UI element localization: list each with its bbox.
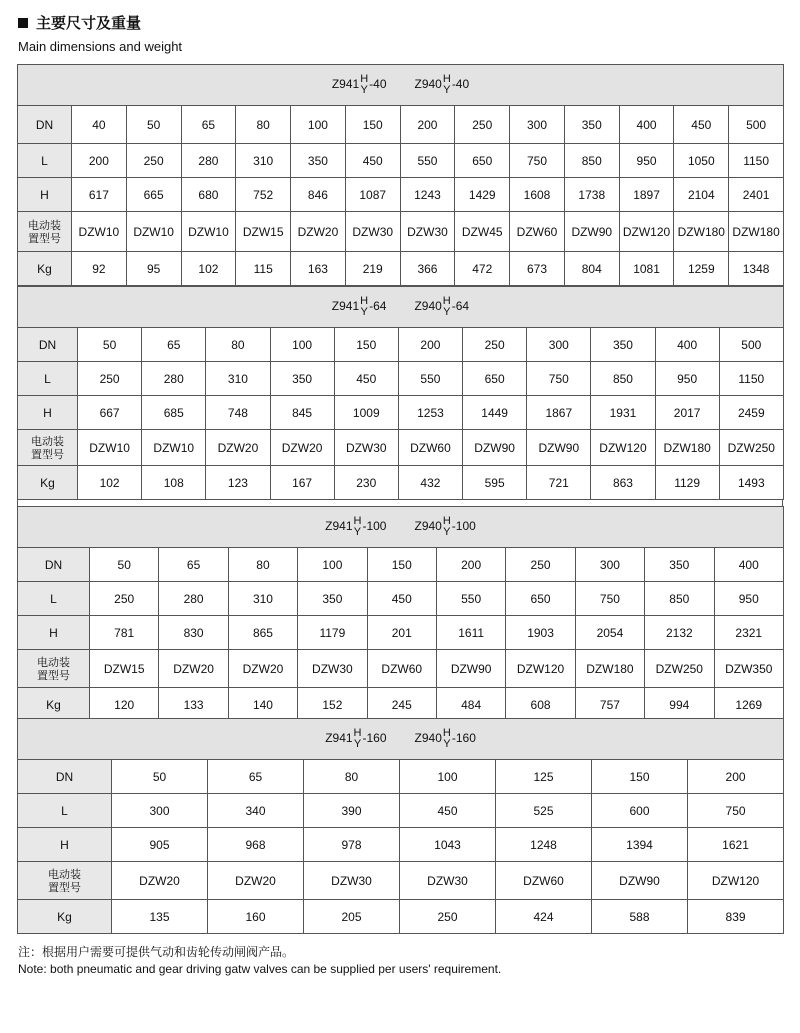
table-cell: 250 xyxy=(506,548,575,582)
model-designation: Z940 H Y -100 xyxy=(414,515,476,538)
table-cell: 245 xyxy=(367,688,436,722)
table-cell: 550 xyxy=(400,144,455,178)
table-cell: 978 xyxy=(304,828,400,862)
table-row-h xyxy=(18,616,784,650)
table-cell: DZW30 xyxy=(345,212,400,252)
table-cell: 140 xyxy=(228,688,297,722)
table-cell: 865 xyxy=(228,616,297,650)
table-cell: 400 xyxy=(714,548,783,582)
table-cell: DZW10 xyxy=(126,212,181,252)
table-cell: 80 xyxy=(304,760,400,794)
table-row-actuator xyxy=(18,430,784,466)
table-cell: 163 xyxy=(291,252,346,286)
table-cell: 300 xyxy=(527,328,591,362)
table-cell: 102 xyxy=(78,466,142,500)
dimension-table-4 xyxy=(17,718,784,934)
table-row-l xyxy=(18,144,784,178)
table-cell: 450 xyxy=(367,582,436,616)
table-cell: 250 xyxy=(78,362,142,396)
table-cell: 100 xyxy=(291,106,346,144)
row-label: DN xyxy=(18,760,112,794)
table-cell: 205 xyxy=(304,900,400,934)
table-cell: DZW20 xyxy=(228,650,297,688)
table-cell: 350 xyxy=(291,144,346,178)
table-cell: DZW90 xyxy=(436,650,505,688)
table-cell: 300 xyxy=(112,794,208,828)
table-cell: DZW30 xyxy=(298,650,367,688)
table-cell: 600 xyxy=(592,794,688,828)
table-cell: 617 xyxy=(72,178,127,212)
table-cell: DZW250 xyxy=(719,430,783,466)
model-designation: Z940 H Y -160 xyxy=(414,727,476,750)
table-cell: 750 xyxy=(688,794,784,828)
table-cell: 152 xyxy=(298,688,367,722)
table-cell: 160 xyxy=(208,900,304,934)
table-row-h xyxy=(18,396,784,430)
table-cell: 133 xyxy=(159,688,228,722)
table-cell: 200 xyxy=(72,144,127,178)
table-row-kg xyxy=(18,466,784,500)
table-cell: 310 xyxy=(228,582,297,616)
model-designation: Z940 H Y -64 xyxy=(414,295,470,318)
model-cell xyxy=(18,507,784,548)
table-cell: 135 xyxy=(112,900,208,934)
row-label: Kg xyxy=(18,688,90,722)
table-cell: 673 xyxy=(510,252,565,286)
table-cell: 250 xyxy=(455,106,510,144)
table-cell: DZW30 xyxy=(400,212,455,252)
table-cell: 1621 xyxy=(688,828,784,862)
table-cell: 550 xyxy=(398,362,462,396)
table-cell: 340 xyxy=(208,794,304,828)
table-cell: 752 xyxy=(236,178,291,212)
table-cell: 1348 xyxy=(729,252,784,286)
table-cell: DZW45 xyxy=(455,212,510,252)
table-cell: 100 xyxy=(400,760,496,794)
table-cell: 100 xyxy=(298,548,367,582)
table-row-kg xyxy=(18,900,784,934)
table-cell: 120 xyxy=(90,688,159,722)
table-row-kg xyxy=(18,252,784,286)
table-cell: 167 xyxy=(270,466,334,500)
table-cell: 850 xyxy=(645,582,714,616)
table-cell: 350 xyxy=(645,548,714,582)
table-cell: 300 xyxy=(575,548,644,582)
table-cell: 450 xyxy=(345,144,400,178)
table-cell: 750 xyxy=(510,144,565,178)
table-cell: 2401 xyxy=(729,178,784,212)
table-cell: 1150 xyxy=(729,144,784,178)
table-cell: 102 xyxy=(181,252,236,286)
table-cell: DZW60 xyxy=(398,430,462,466)
table-cell: 1043 xyxy=(400,828,496,862)
table-cell: 2054 xyxy=(575,616,644,650)
table-cell: 680 xyxy=(181,178,236,212)
table-cell: DZW60 xyxy=(510,212,565,252)
table-cell: 390 xyxy=(304,794,400,828)
table-cell: 968 xyxy=(208,828,304,862)
table-cell: DZW10 xyxy=(142,430,206,466)
table-cell: 310 xyxy=(236,144,291,178)
table-cell: 685 xyxy=(142,396,206,430)
model-designation: Z941 H Y -64 xyxy=(331,295,387,318)
table-cell: 50 xyxy=(112,760,208,794)
table-cell: 650 xyxy=(463,362,527,396)
table-cell: 65 xyxy=(159,548,228,582)
table-cell: 65 xyxy=(142,328,206,362)
table-cell: DZW20 xyxy=(206,430,270,466)
table-cell: 200 xyxy=(400,106,455,144)
table-title-row xyxy=(18,65,784,106)
table-row-kg xyxy=(18,688,784,722)
table-cell: 200 xyxy=(688,760,784,794)
table-cell: 250 xyxy=(463,328,527,362)
table-cell: 839 xyxy=(688,900,784,934)
table-row-l xyxy=(18,582,784,616)
table-cell: 1248 xyxy=(496,828,592,862)
table-cell: 525 xyxy=(496,794,592,828)
table-cell: 750 xyxy=(527,362,591,396)
row-label: Kg xyxy=(18,466,78,500)
table-cell: 1738 xyxy=(564,178,619,212)
table-cell: 830 xyxy=(159,616,228,650)
row-label: DN xyxy=(18,548,90,582)
table-cell: 781 xyxy=(90,616,159,650)
table-title-row xyxy=(18,507,784,548)
table-cell: 1867 xyxy=(527,396,591,430)
table-cell: 1179 xyxy=(298,616,367,650)
table-cell: 1253 xyxy=(398,396,462,430)
row-label: DN xyxy=(18,106,72,144)
table-cell: 350 xyxy=(564,106,619,144)
footnote xyxy=(18,943,501,976)
table-cell: DZW20 xyxy=(270,430,334,466)
table-cell: 80 xyxy=(236,106,291,144)
table-row-h xyxy=(18,178,784,212)
table-cell: 750 xyxy=(575,582,644,616)
table-cell: 2017 xyxy=(655,396,719,430)
table-cell: 65 xyxy=(181,106,236,144)
table-row-dn xyxy=(18,548,784,582)
table-row-dn xyxy=(18,328,784,362)
table-cell: 280 xyxy=(159,582,228,616)
table-cell: DZW180 xyxy=(674,212,729,252)
model-designation: Z941 H Y -100 xyxy=(325,515,387,538)
table-cell: 665 xyxy=(126,178,181,212)
row-label: 电动装 置型号 xyxy=(18,862,112,900)
table-cell: 2104 xyxy=(674,178,729,212)
table-row-actuator xyxy=(18,650,784,688)
row-label: L xyxy=(18,794,112,828)
table-cell: 1449 xyxy=(463,396,527,430)
table-cell: 310 xyxy=(206,362,270,396)
table-cell: 201 xyxy=(367,616,436,650)
table-cell: 950 xyxy=(714,582,783,616)
table-cell: 1493 xyxy=(719,466,783,500)
row-label: Kg xyxy=(18,252,72,286)
table-cell: 350 xyxy=(591,328,655,362)
table-cell: 115 xyxy=(236,252,291,286)
table-cell: DZW120 xyxy=(619,212,674,252)
table-cell: DZW20 xyxy=(208,862,304,900)
table-cell: 1129 xyxy=(655,466,719,500)
row-label: L xyxy=(18,582,90,616)
table-cell: 1897 xyxy=(619,178,674,212)
model-designation: Z940 H Y -40 xyxy=(414,73,470,96)
table-title-row xyxy=(18,719,784,760)
table-cell: 50 xyxy=(90,548,159,582)
table-cell: 2132 xyxy=(645,616,714,650)
table-cell: 150 xyxy=(345,106,400,144)
row-label: H xyxy=(18,396,78,430)
table-cell: 608 xyxy=(506,688,575,722)
table-cell: 366 xyxy=(400,252,455,286)
table-cell: 280 xyxy=(181,144,236,178)
table-cell: DZW90 xyxy=(592,862,688,900)
table-cell: DZW30 xyxy=(400,862,496,900)
table-cell: 994 xyxy=(645,688,714,722)
table-cell: 850 xyxy=(564,144,619,178)
table-cell: 595 xyxy=(463,466,527,500)
table-cell: 50 xyxy=(78,328,142,362)
table-cell: 65 xyxy=(208,760,304,794)
table-cell: 2459 xyxy=(719,396,783,430)
table-cell: 80 xyxy=(228,548,297,582)
bullet-square-icon xyxy=(18,18,28,28)
table-cell: 1269 xyxy=(714,688,783,722)
table-cell: 500 xyxy=(729,106,784,144)
table-cell: 200 xyxy=(436,548,505,582)
table-cell: DZW180 xyxy=(575,650,644,688)
table-cell: 400 xyxy=(655,328,719,362)
table-cell: DZW60 xyxy=(367,650,436,688)
table-cell: 748 xyxy=(206,396,270,430)
table-cell: DZW60 xyxy=(496,862,592,900)
table-cell: 92 xyxy=(72,252,127,286)
title-en: Main dimensions and weight xyxy=(18,39,183,54)
row-label: H xyxy=(18,828,112,862)
table-cell: 280 xyxy=(142,362,206,396)
table-cell: 1050 xyxy=(674,144,729,178)
table-cell: DZW90 xyxy=(564,212,619,252)
table-row-dn xyxy=(18,760,784,794)
model-cell xyxy=(18,719,784,760)
table-cell: 150 xyxy=(592,760,688,794)
table-cell: DZW30 xyxy=(334,430,398,466)
table-cell: 845 xyxy=(270,396,334,430)
table-cell: 1931 xyxy=(591,396,655,430)
row-label: 电动装 置型号 xyxy=(18,212,72,252)
table-cell: 905 xyxy=(112,828,208,862)
table-cell: DZW90 xyxy=(527,430,591,466)
table-row-l xyxy=(18,362,784,396)
row-label: H xyxy=(18,178,72,212)
model-cell xyxy=(18,287,784,328)
table-cell: 450 xyxy=(400,794,496,828)
table-cell: DZW180 xyxy=(729,212,784,252)
table-cell: 125 xyxy=(496,760,592,794)
table-cell: 850 xyxy=(591,362,655,396)
table-cell: 650 xyxy=(455,144,510,178)
table-cell: 432 xyxy=(398,466,462,500)
table-row-dn xyxy=(18,106,784,144)
table-cell: 950 xyxy=(619,144,674,178)
table-cell: 40 xyxy=(72,106,127,144)
table-cell: DZW120 xyxy=(506,650,575,688)
table-cell: 400 xyxy=(619,106,674,144)
table-cell: DZW350 xyxy=(714,650,783,688)
footnote-en: Note: both pneumatic and gear driving gatw valves can be supplied per users' requirement. xyxy=(18,962,502,976)
table-cell: 1903 xyxy=(506,616,575,650)
page-header xyxy=(18,12,182,54)
table-cell: 50 xyxy=(126,106,181,144)
table-cell: 863 xyxy=(591,466,655,500)
model-designation: Z941 H Y -40 xyxy=(331,73,387,96)
table-cell: DZW120 xyxy=(688,862,784,900)
table-cell: 484 xyxy=(436,688,505,722)
table-row-l xyxy=(18,794,784,828)
model-cell xyxy=(18,65,784,106)
table-cell: DZW30 xyxy=(304,862,400,900)
table-cell: 757 xyxy=(575,688,644,722)
table-cell: 1087 xyxy=(345,178,400,212)
row-label: 电动装 置型号 xyxy=(18,430,78,466)
model-designation: Z941 H Y -160 xyxy=(325,727,387,750)
table-cell: DZW120 xyxy=(591,430,655,466)
table-cell: 1429 xyxy=(455,178,510,212)
dimension-table-2 xyxy=(17,286,784,500)
table-cell: 1243 xyxy=(400,178,455,212)
row-label: H xyxy=(18,616,90,650)
row-label: L xyxy=(18,362,78,396)
table-cell: DZW10 xyxy=(72,212,127,252)
table-cell: 80 xyxy=(206,328,270,362)
table-cell: DZW20 xyxy=(159,650,228,688)
table-cell: DZW20 xyxy=(291,212,346,252)
table-row-h xyxy=(18,828,784,862)
footnote-cn: 注：根据用户需要可提供气动和齿轮传动闸阀产品。 xyxy=(18,945,295,959)
table-cell: 200 xyxy=(398,328,462,362)
table-cell: 219 xyxy=(345,252,400,286)
table-cell: 424 xyxy=(496,900,592,934)
table-row-actuator xyxy=(18,862,784,900)
table-cell: 721 xyxy=(527,466,591,500)
table-cell: 1081 xyxy=(619,252,674,286)
table-cell: 588 xyxy=(592,900,688,934)
dimension-table-3 xyxy=(17,506,784,722)
row-label: 电动装 置型号 xyxy=(18,650,90,688)
table-cell: 1611 xyxy=(436,616,505,650)
table-cell: 100 xyxy=(270,328,334,362)
row-label: Kg xyxy=(18,900,112,934)
table-cell: 2321 xyxy=(714,616,783,650)
table-cell: DZW180 xyxy=(655,430,719,466)
table-row-actuator xyxy=(18,212,784,252)
table-cell: 300 xyxy=(510,106,565,144)
table-cell: 1150 xyxy=(719,362,783,396)
table-cell: 250 xyxy=(126,144,181,178)
title-cn: 主要尺寸及重量 xyxy=(36,14,142,32)
table-cell: 230 xyxy=(334,466,398,500)
dimension-table-1 xyxy=(17,64,784,286)
table-cell: 123 xyxy=(206,466,270,500)
table-cell: 472 xyxy=(455,252,510,286)
table-cell: DZW15 xyxy=(90,650,159,688)
table-cell: 500 xyxy=(719,328,783,362)
table-cell: 150 xyxy=(334,328,398,362)
table-cell: 250 xyxy=(400,900,496,934)
table-cell: DZW20 xyxy=(112,862,208,900)
row-label: L xyxy=(18,144,72,178)
table-cell: DZW90 xyxy=(463,430,527,466)
row-label: DN xyxy=(18,328,78,362)
table-cell: 950 xyxy=(655,362,719,396)
table-cell: 450 xyxy=(674,106,729,144)
table-cell: 550 xyxy=(436,582,505,616)
table-cell: 1009 xyxy=(334,396,398,430)
table-cell: DZW250 xyxy=(645,650,714,688)
table-cell: 250 xyxy=(90,582,159,616)
table-cell: 450 xyxy=(334,362,398,396)
table-cell: 95 xyxy=(126,252,181,286)
table-cell: 350 xyxy=(298,582,367,616)
table-cell: 150 xyxy=(367,548,436,582)
table-cell: 1259 xyxy=(674,252,729,286)
table-cell: 1394 xyxy=(592,828,688,862)
table-cell: DZW15 xyxy=(236,212,291,252)
table-cell: 350 xyxy=(270,362,334,396)
table-cell: 667 xyxy=(78,396,142,430)
table-title-row xyxy=(18,287,784,328)
table-cell: 108 xyxy=(142,466,206,500)
table-cell: DZW10 xyxy=(181,212,236,252)
table-cell: 804 xyxy=(564,252,619,286)
table-cell: 846 xyxy=(291,178,346,212)
table-cell: 650 xyxy=(506,582,575,616)
table-cell: 1608 xyxy=(510,178,565,212)
table-cell: DZW10 xyxy=(78,430,142,466)
